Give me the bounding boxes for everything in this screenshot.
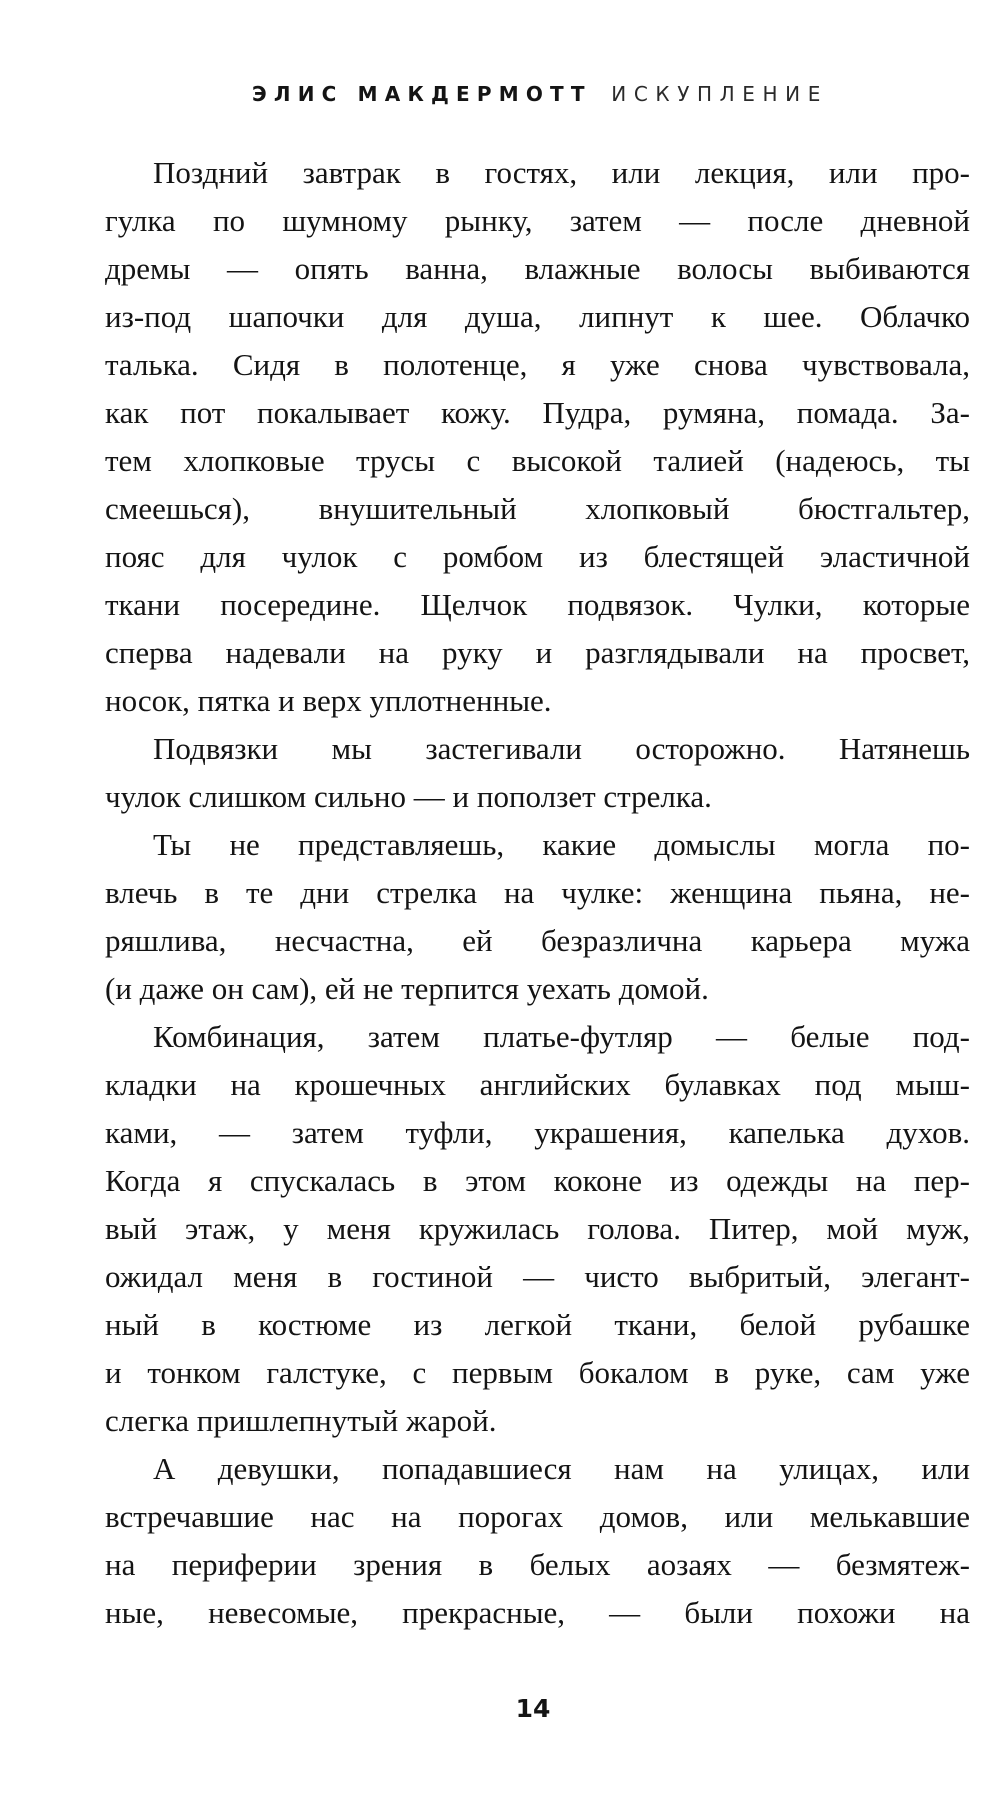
text-line: Поздний завтрак в гостях, или лекция, или про- (153, 155, 970, 190)
text-line: Комбинация, затем платье-футляр — белые под- (153, 1019, 970, 1054)
text-line: дремы — опять ванна, влажные волосы выбиваются (105, 251, 970, 286)
text-line: из-под шапочки для душа, липнут к шее. Облачко (105, 299, 970, 334)
text-line: носок, пятка и верх уплотненные. (105, 683, 552, 718)
text-line: ный в костюме из легкой ткани, белой рубашке (105, 1307, 970, 1342)
running-head-title: ИСКУПЛЕНИЕ (611, 82, 828, 106)
text-line: как пот покалывает кожу. Пудра, румяна, помада. За- (105, 395, 970, 430)
page-number: 14 (515, 1694, 551, 1723)
text-line: слегка пришлепнутый жарой. (105, 1403, 497, 1438)
text-line: ряшлива, несчастна, ей безразлична карьера мужа (105, 923, 970, 958)
text-line: ожидал меня в гостиной — чисто выбритый, элегант- (105, 1259, 970, 1294)
running-head-author: ЭЛИС МАКДЕРМОТТ (252, 82, 592, 106)
text-line: на периферии зрения в белых аозаях — безмятеж- (105, 1547, 970, 1582)
text-line: смеешься), внушительный хлопковый бюстгальтер, (105, 491, 970, 526)
text-line: А девушки, попадавшиеся нам на улицах, или (153, 1451, 970, 1486)
text-line: Подвязки мы застегивали осторожно. Натянешь (153, 731, 970, 766)
text-line: чулок слишком сильно — и поползет стрелка. (105, 779, 712, 814)
text-line: пояс для чулок с ромбом из блестящей эластичной (105, 539, 970, 574)
text-line: Когда я спускалась в этом коконе из одежды на пер- (105, 1163, 970, 1198)
text-line: Ты не представляешь, какие домыслы могла по- (153, 827, 970, 862)
running-head (0, 80, 1000, 108)
text-line: сперва надевали на руку и разглядывали на просвет, (105, 635, 970, 670)
text-line: (и даже он сам), ей не терпится уехать домой. (105, 971, 709, 1006)
body-text (105, 149, 970, 1637)
text-line: талька. Сидя в полотенце, я уже снова чувствовала, (105, 347, 970, 382)
text-line: ткани посередине. Щелчок подвязок. Чулки, которые (105, 587, 970, 622)
text-line: ные, невесомые, прекрасные, — были похожи на (105, 1595, 970, 1630)
text-line: вый этаж, у меня кружилась голова. Питер, мой муж, (105, 1211, 970, 1246)
text-line: и тонком галстуке, с первым бокалом в руке, сам уже (105, 1355, 970, 1390)
text-line: ками, — затем туфли, украшения, капелька духов. (105, 1115, 970, 1150)
text-line: тем хлопковые трусы с высокой талией (надеюсь, ты (105, 443, 970, 478)
text-line: встречавшие нас на порогах домов, или мелькавшие (105, 1499, 970, 1534)
text-line: кладки на крошечных английских булавках под мыш- (105, 1067, 970, 1102)
text-line: гулка по шумному рынку, затем — после дневной (105, 203, 970, 238)
text-line: влечь в те дни стрелка на чулке: женщина пьяна, не- (105, 875, 970, 910)
